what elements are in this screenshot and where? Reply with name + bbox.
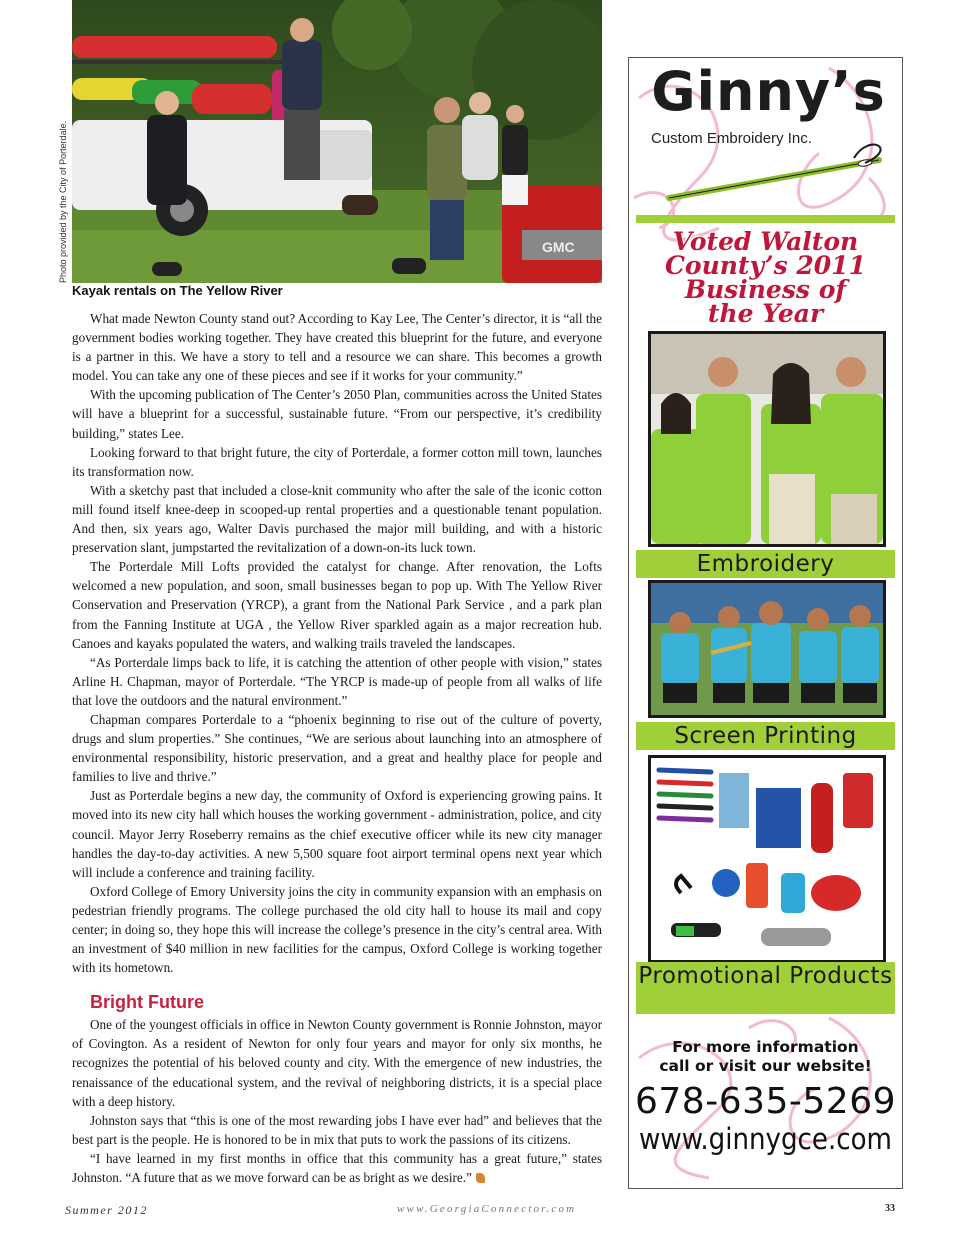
article-paragraph: With the upcoming publication of The Center’s 2050 Plan, communities across the United States will have a blueprint for a successful, sustainable future. “From our perspective, it’s credibility building,” states Lee. [72, 387, 602, 441]
article-paragraph: Johnston says that “this is one of the most rewarding jobs I have ever had” and believes that the best part is the people. He is honored to be in mix that puts to work the passions of its citizens. [72, 1112, 602, 1147]
green-divider [636, 215, 895, 223]
ad-website-link[interactable]: www.ginnygce.com [639, 1122, 892, 1156]
service-promotional-products: Promotional Products [636, 962, 895, 1014]
service-embroidery: Embroidery [636, 550, 895, 578]
article-paragraph: One of the youngest officials in office in Newton County government is Ronnie Johnston, mayor of Covington. As a resident of Newton for only four years and mayor for only six months, he recognizes the potential of his beloved county and city. With the emergence of new industries, the renaissance of the educational system, and the revival of neighboring districts, it is a special place with a deep history. [72, 1017, 602, 1109]
ginnys-logo [629, 58, 902, 218]
article-paragraph-last [72, 1149, 602, 1187]
page-number: 33 [885, 1203, 895, 1214]
photo-credit: Photo provided by the City of Porterdale. [58, 120, 68, 283]
article-paragraph: What made Newton County stand out? According to Kay Lee, The Center’s director, it is “all the government bodies working together. They have created this blueprint for the future, and everyone is a partner in this. We have a story to tell and a resource we can share. This becomes a growth model. You can take any one of these pieces and see if it works for your community.” [72, 311, 602, 384]
award-line: Business of [684, 275, 847, 304]
svg-text:GMC: GMC [542, 239, 575, 255]
award-line: County’s 2011 [665, 251, 866, 280]
magazine-website: www.GeorgiaConnector.com [397, 1203, 577, 1215]
brand-tagline: Custom Embroidery Inc. [651, 130, 812, 147]
section-heading: Bright Future [90, 992, 204, 1013]
issue-date: Summer 2012 [65, 1203, 148, 1217]
info-line: call or visit our website! [659, 1057, 872, 1075]
article-paragraph: Oxford College of Emory University joins the city in community expansion with an emphasis on pedestrian friendly programs. The college purchased the old city hall to house its mail and copy center; in doing so, they hope this will increase the college’s presence in the city’s central area. With an investment of $40 million in new facilities for the campus, Oxford College is working together with its hometown. [72, 883, 602, 976]
article-paragraph-text: “I have learned in my first months in office that this community has a great future,” states Johnston. “A future that as we move forward can be as bright as we desire.” [72, 1150, 602, 1186]
promotional-products-photo [648, 755, 886, 963]
brand-name: Ginny’s [651, 60, 886, 123]
article-paragraph: “As Porterdale limps back to life, it is catching the attention of other people with vision,” states Arline H. Chapman, mayor of Porterdale. “The YRCP is made-up of people from all walks of life that love the outdoors and the natural environment.” [72, 654, 602, 708]
award-text [637, 227, 894, 328]
phone-number[interactable]: 678-635-5269 [634, 1081, 897, 1122]
article-paragraph: With a sketchy past that included a close-knit community who after the sale of the iconic cotton mill found itself knee-deep in scooped-up rental properties and a questionable tenant population. And then, six years ago, Walter Davis purchased the major mill building, and with a historic preservation slant, jumpstarted the revitalization of a down-on-its luck town. [72, 482, 602, 556]
info-line: For more information [672, 1038, 859, 1056]
embroidery-photo [648, 331, 886, 547]
award-line: the Year [707, 299, 824, 328]
article-paragraph: Looking forward to that bright future, the city of Porterdale, a former cotton mill town, launches its transformation now. [72, 444, 602, 479]
service-screen-printing: Screen Printing [636, 722, 895, 750]
screen-printing-photo [648, 580, 886, 718]
article-paragraph: Just as Porterdale begins a new day, the community of Oxford is experiencing growing pains. It moved into its new city hall which houses the working government - administration, police, and city council. Mayor Jerry Roseberry remains as the chief executive officer while its new city manager handles the day-to-day activities. A new 5,500 square foot airport terminal opens next year which will include a conference and training facility. [72, 788, 602, 880]
ginnys-advertisement[interactable] [628, 57, 903, 1189]
ad-info-text [629, 1038, 902, 1076]
article-paragraph: Chapman compares Porterdale to a “phoenix beginning to rise out of the culture of poverty, drugs and slum properties.” She continues, “We are serious about launching into an atmosphere of environmental responsibility, historic preservation, and a great and healthy place for people and families to live and thrive.” [72, 711, 602, 785]
article-paragraph: The Porterdale Mill Lofts provided the catalyst for change. After renovation, the Lofts welcomed a new population, and soon, small businesses began to pop up. With The Yellow River Conservation and Preservation (YRCP), a grant from the National Park Service , and a park plan from the Fanning Institute at UGA , the Yellow River sparkled again as a major recreation hub. Canoes and kayaks populated the waters, and walking trails traveled the landscapes. [72, 559, 602, 651]
needle-icon [629, 138, 902, 218]
georgia-end-icon [476, 1173, 485, 1183]
kayak-photo [72, 0, 602, 283]
article-body [72, 309, 602, 1187]
photo-caption: Kayak rentals on The Yellow River [72, 283, 283, 298]
award-line: Voted Walton [672, 227, 859, 256]
